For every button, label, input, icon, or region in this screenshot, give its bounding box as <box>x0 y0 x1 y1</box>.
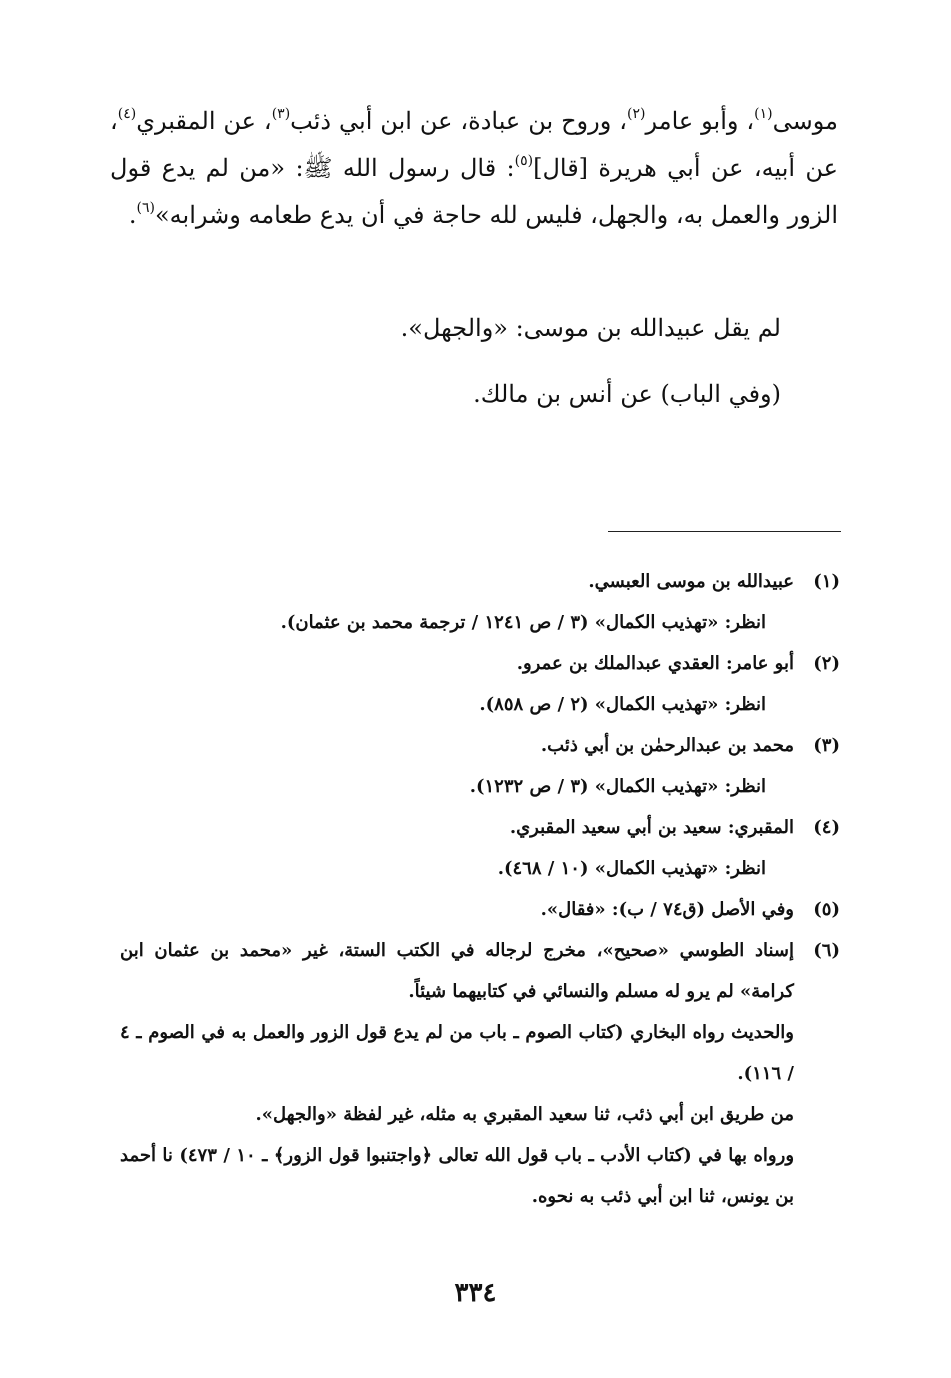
footnote-separator <box>608 531 841 532</box>
main-text-segment: ، وأبو عامر <box>645 107 755 135</box>
footnote-ref-6: (٦) <box>136 200 155 216</box>
footnote-number: (٥) <box>813 899 840 920</box>
footnote-number: (١) <box>813 571 840 592</box>
author-note: لم يقل عبيدالله بن موسى: «والجهل». <box>400 314 781 342</box>
footnote-line: انظر: «تهذيب الكمال» (٢ / ص ٨٥٨). <box>479 694 766 715</box>
main-text-segment: موسى <box>772 107 839 135</box>
footnote-line: ورواه بها في (كتاب الأدب ـ باب قول الله تعالى ﴿واجتنبوا قول الزور﴾ ـ ١٠ / ٤٧٣) نا أحمد بن يونس، ثنا ابن أبي ذئب به نحوه. <box>120 1145 795 1207</box>
footnote-line: انظر: «تهذيب الكمال» (٣ / ص ١٢٤١ / ترجمة محمد بن عثمان). <box>280 612 766 633</box>
footnote-line: المقبري: سعيد بن أبي سعيد المقبري. <box>509 817 794 838</box>
footnote-line: عبيدالله بن موسى العبسي. <box>588 571 794 592</box>
footnote-line: إسناد الطوسي «صحيح»، مخرج لرجاله في الكتب الستة، غير «محمد بن عثمان ابن كرامة» لم يرو له مسلم والنسائي في كتابيهما شيئاً. <box>120 940 794 1002</box>
footnotes-section <box>120 561 840 1217</box>
footnote-line: وفي الأصل (ق٧٤ / ب): «فقال». <box>540 899 794 920</box>
main-text-segment: ، عن أبيه، عن أبي هريرة [قال] <box>110 107 838 182</box>
footnote-number: (٦) <box>813 940 840 961</box>
hadith-paragraph <box>110 98 838 239</box>
chapter-note: (وفي الباب) عن أنس بن مالك. <box>473 380 781 408</box>
footnote-number: (٣) <box>813 735 840 756</box>
footnote-line: انظر: «تهذيب الكمال» (١٠ / ٤٦٨). <box>497 858 766 879</box>
footnote-1 <box>120 561 840 643</box>
footnote-4 <box>120 807 840 889</box>
main-text-segment: ، عن المقبري <box>136 107 272 135</box>
footnote-line: محمد بن عبدالرحمٰن بن أبي ذئب. <box>540 735 794 756</box>
footnote-line: والحديث رواه البخاري (كتاب الصوم ـ باب من لم يدع قول الزور والعمل به في الصوم ـ ٤ / ١١٦). <box>120 1022 794 1084</box>
main-text-segment: : قال رسول الله ﷺ: «من لم يدع قول الزور والعمل به، والجهل، فليس لله حاجة في أن يدع طعامه وشرابه» <box>110 154 838 229</box>
footnote-line: انظر: «تهذيب الكمال» (٣ / ص ١٢٣٢). <box>469 776 766 797</box>
footnote-6 <box>120 930 840 1217</box>
footnote-ref-4: (٤) <box>117 106 137 122</box>
footnote-ref-2: (٢) <box>627 106 646 122</box>
footnote-ref-5: (٥) <box>514 153 534 169</box>
main-text-segment: . <box>128 201 137 229</box>
footnote-line: من طريق ابن أبي ذئب، ثنا سعيد المقبري به مثله، غير لفظة «والجهل». <box>255 1104 794 1125</box>
footnote-2 <box>120 643 840 725</box>
footnote-ref-3: (٣) <box>271 106 291 122</box>
footnote-5 <box>120 889 840 930</box>
main-text-segment: ، وروح بن عبادة، عن ابن أبي ذئب <box>290 107 628 135</box>
footnote-number: (٢) <box>813 653 840 674</box>
footnote-ref-1: (١) <box>754 106 773 122</box>
footnote-number: (٤) <box>813 817 840 838</box>
footnote-3 <box>120 725 840 807</box>
footnote-line: أبو عامر: العقدي عبدالملك بن عمرو. <box>516 653 794 674</box>
page-number: ٣٣٤ <box>454 1278 497 1308</box>
